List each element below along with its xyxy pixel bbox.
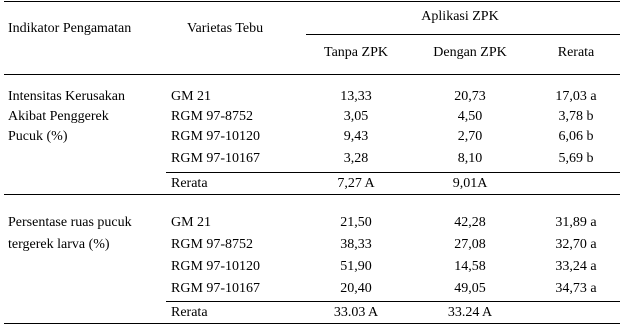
- variety-cell: GM 21: [171, 215, 212, 230]
- mean-top-rule-1: [166, 172, 620, 173]
- rerata-cell: 5,69 b: [558, 151, 594, 166]
- variety-cell: RGM 97-10167: [171, 281, 261, 296]
- dengan-cell: 2,70: [457, 129, 483, 144]
- mean-tanpa: 7,27 A: [337, 176, 375, 191]
- tanpa-cell: 3,05: [343, 109, 369, 124]
- variety-cell: RGM 97-8752: [171, 237, 254, 252]
- indicator-label: Akibat Penggerek: [8, 109, 109, 124]
- indicator-label: Intensitas Kerusakan: [8, 89, 126, 104]
- variety-cell: GM 21: [171, 89, 212, 104]
- table-bottom-rule: [4, 323, 620, 324]
- tanpa-cell: 13,33: [340, 89, 372, 104]
- header-tanpa-zpk: Tanpa ZPK: [324, 45, 388, 60]
- rerata-cell: 34,73 a: [555, 281, 597, 296]
- variety-cell: RGM 97-8752: [171, 109, 254, 124]
- header-indicator: Indikator Pengamatan: [8, 21, 132, 36]
- variety-cell: RGM 97-10120: [171, 259, 261, 274]
- rerata-cell: 6,06 b: [558, 129, 594, 144]
- mean-dengan: 33.24 A: [447, 305, 493, 320]
- header-rerata: Rerata: [557, 45, 595, 60]
- variety-cell: RGM 97-10120: [171, 129, 261, 144]
- section-divider: [4, 194, 620, 195]
- dengan-cell: 42,28: [454, 215, 486, 230]
- table-top-rule: [4, 1, 620, 2]
- mean-label: Rerata: [171, 305, 208, 320]
- dengan-cell: 49,05: [454, 281, 486, 296]
- dengan-cell: 27,08: [454, 237, 486, 252]
- tanpa-cell: 51,90: [340, 259, 372, 274]
- dengan-cell: 4,50: [457, 109, 483, 124]
- mean-label: Rerata: [171, 176, 208, 191]
- indicator-label: Persentase ruas pucuk: [8, 215, 132, 230]
- rerata-cell: 17,03 a: [555, 89, 597, 104]
- rerata-cell: 3,78 b: [558, 109, 594, 124]
- dengan-cell: 20,73: [454, 89, 486, 104]
- tanpa-cell: 3,28: [343, 151, 369, 166]
- header-dengan-zpk: Dengan ZPK: [433, 45, 507, 60]
- indicator-label: Pucuk (%): [8, 129, 68, 144]
- header-application: Aplikasi ZPK: [421, 9, 499, 24]
- mean-top-rule-2: [166, 301, 620, 302]
- rerata-cell: 33,24 a: [555, 259, 597, 274]
- tanpa-cell: 21,50: [340, 215, 372, 230]
- rerata-cell: 32,70 a: [555, 237, 597, 252]
- indicator-label: tergerek larva (%): [8, 237, 110, 252]
- application-underline: [306, 34, 620, 35]
- mean-dengan: 9,01A: [452, 176, 488, 191]
- header-variety: Varietas Tebu: [187, 21, 264, 36]
- tanpa-cell: 9,43: [343, 129, 369, 144]
- rerata-cell: 31,89 a: [555, 215, 597, 230]
- variety-cell: RGM 97-10167: [171, 151, 261, 166]
- dengan-cell: 8,10: [457, 151, 483, 166]
- tanpa-cell: 20,40: [340, 281, 372, 296]
- tanpa-cell: 38,33: [340, 237, 372, 252]
- header-bottom-rule: [4, 74, 620, 75]
- mean-tanpa: 33.03 A: [333, 305, 379, 320]
- dengan-cell: 14,58: [454, 259, 486, 274]
